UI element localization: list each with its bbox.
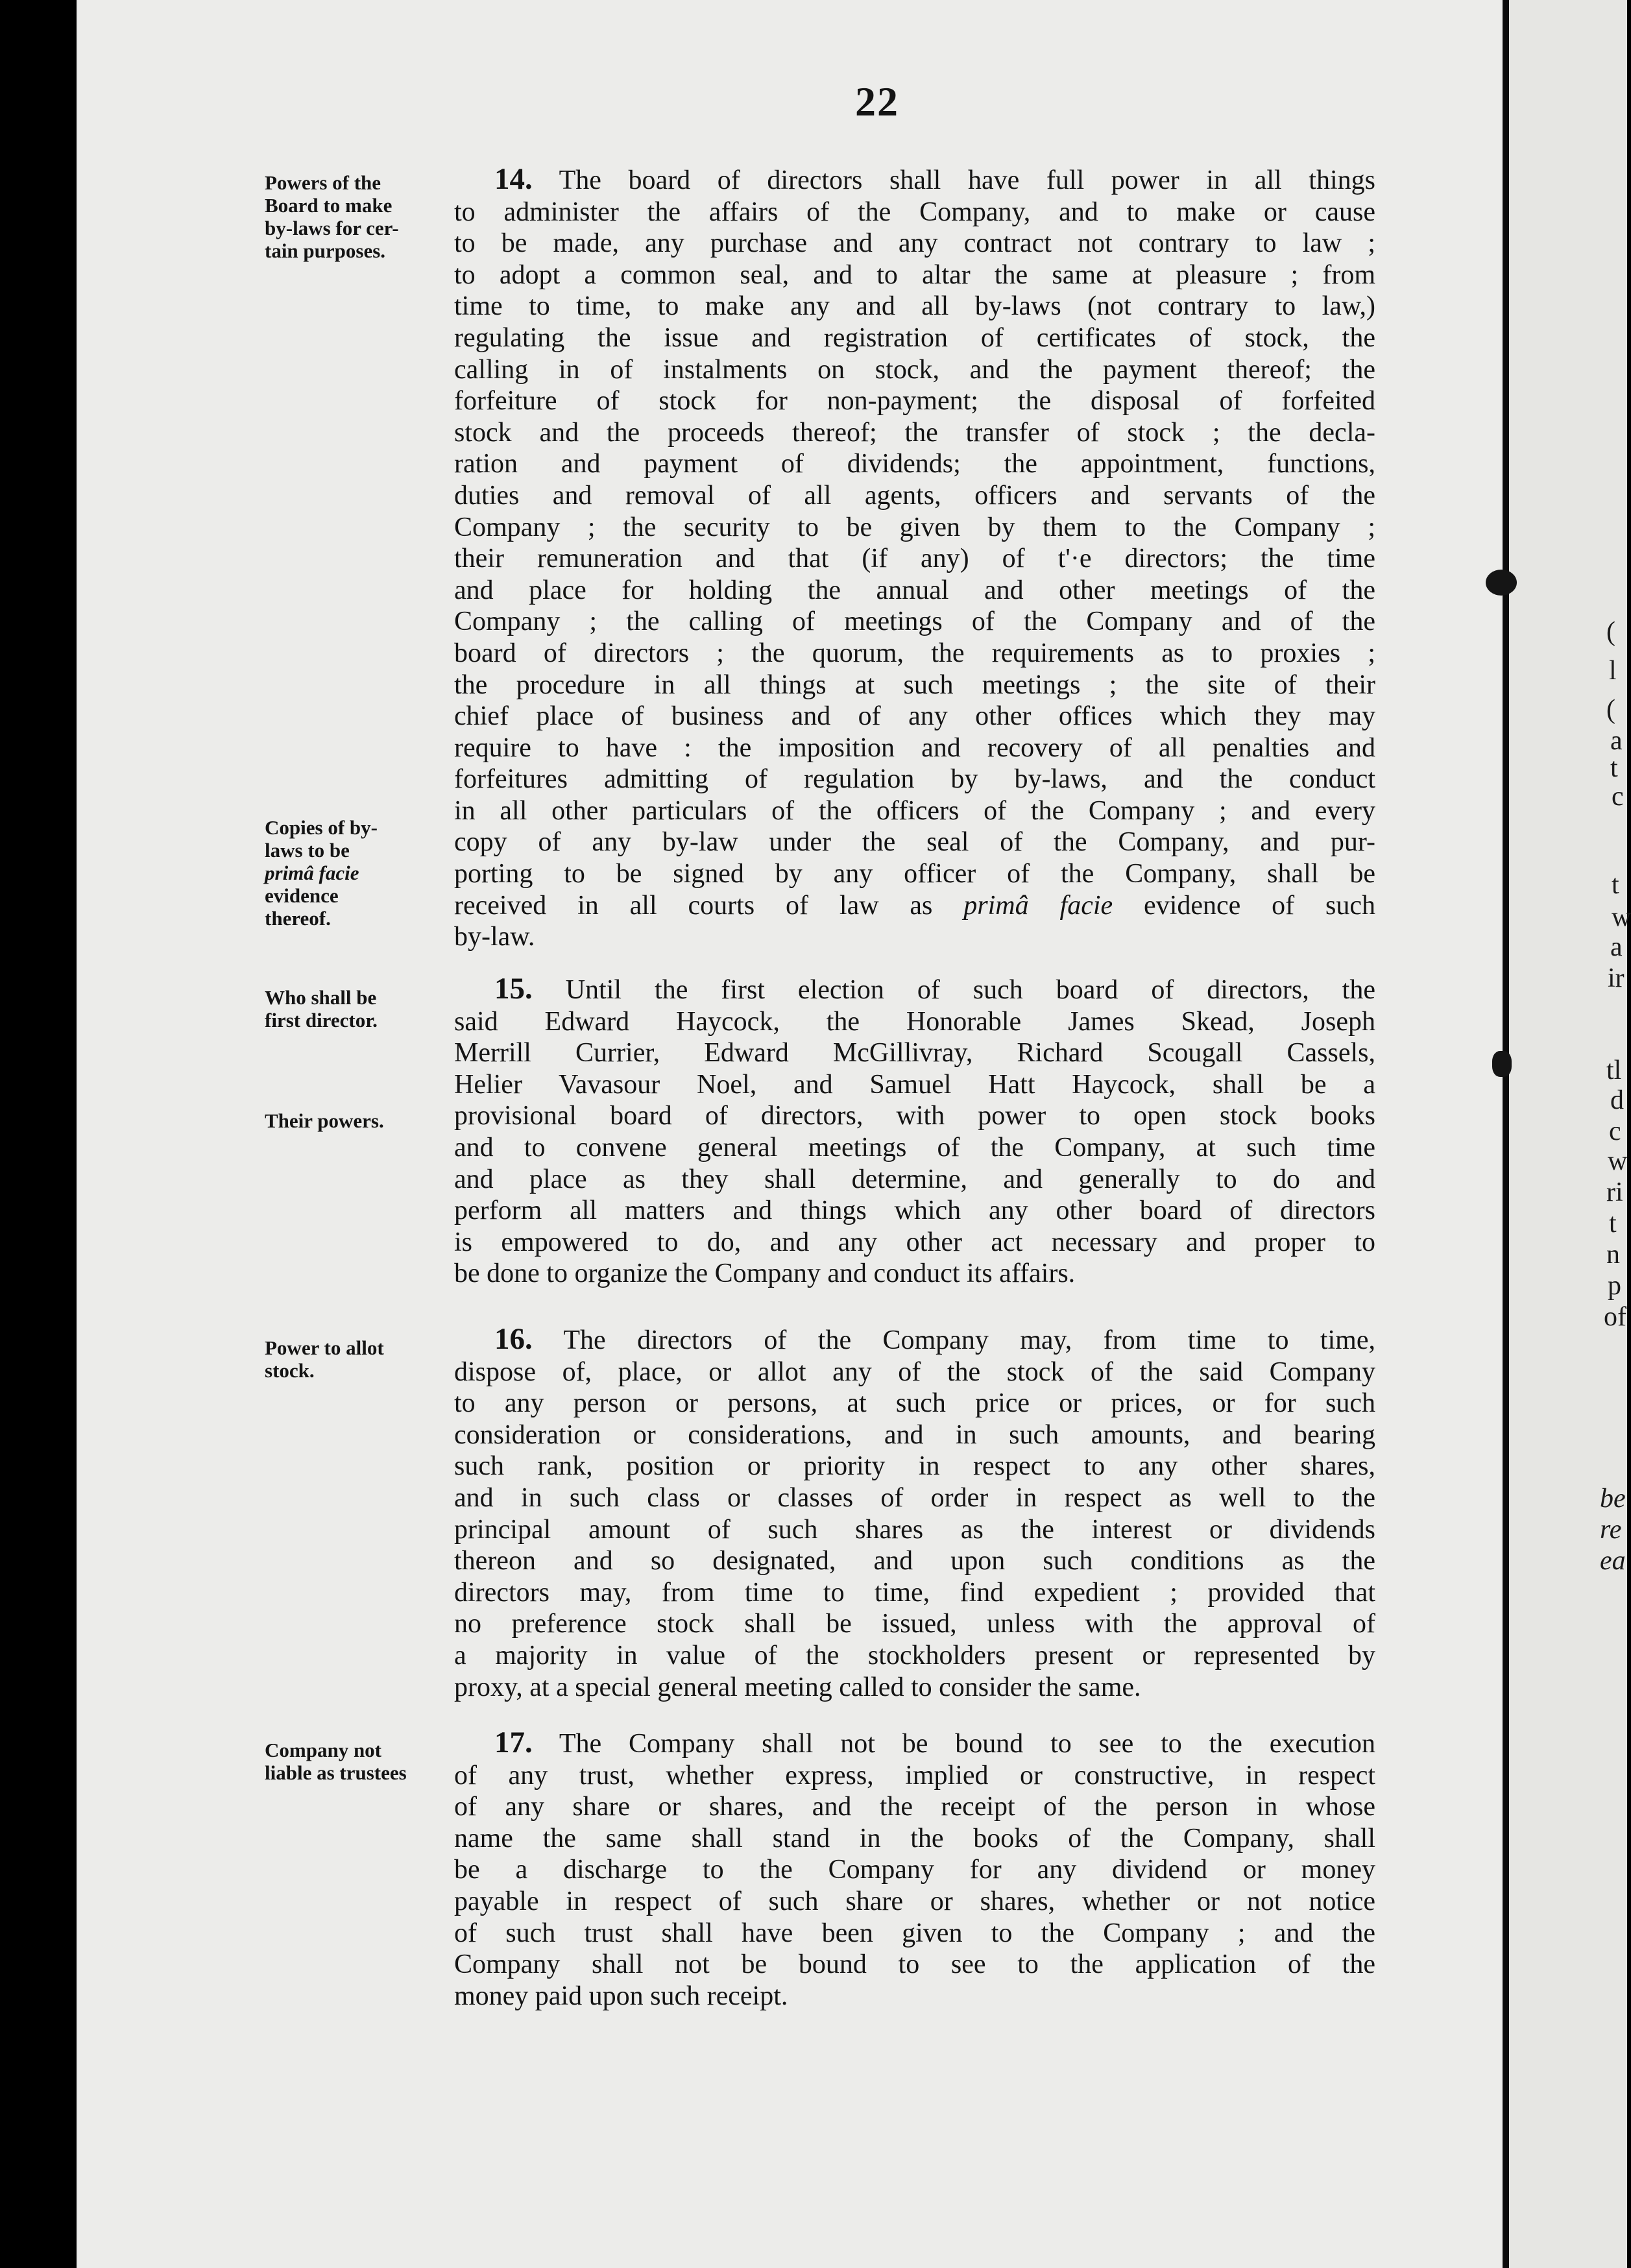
text-line: perform all matters and things which any other board of directors [454, 1196, 1375, 1226]
margin-note-line: Board to make [265, 194, 393, 217]
text-line: calling in of instalments on stock, and the payment thereof; the [454, 354, 1375, 385]
text-fragment: The board of directors shall have full power in all things [559, 165, 1375, 195]
text-fragment: Until the first election of such board of directors, the [565, 975, 1375, 1005]
margin-note-bylaw-copies [265, 816, 457, 930]
section-14 [454, 163, 1375, 953]
text-line: and in such class or classes of order in respect as well to the [454, 1482, 1375, 1513]
text-line: money paid upon such receipt. [454, 1981, 788, 2011]
section-17 [454, 1727, 1375, 2012]
margin-note-not-trustees [265, 1739, 457, 1784]
margin-note-line: first director. [265, 1009, 378, 1031]
text-line [454, 973, 1375, 1006]
margin-note-line: tain purposes. [265, 239, 386, 262]
margin-note-line: stock. [265, 1359, 315, 1382]
section-number: 15. [494, 972, 533, 1006]
margin-note-line: by-laws for cer- [265, 217, 399, 239]
margin-note-line: evidence [265, 884, 339, 907]
margin-note-line: Company not [265, 1739, 382, 1761]
margin-note-line: Copies of by- [265, 816, 378, 839]
text-line: Company ; the security to be given by them to the Company ; [454, 512, 1375, 542]
text-line: dispose of, place, or allot any of the stock of the said Company [454, 1357, 1375, 1387]
text-line: provisional board of directors, with power to open stock books [454, 1101, 1375, 1131]
adjacent-page-fragment: t [1609, 1209, 1617, 1238]
text-line: copy of any by-law under the seal of the Company, and pur- [454, 827, 1375, 858]
text-line: the procedure in all things at such meetings ; the site of their [454, 670, 1375, 700]
text-line: directors may, from time to time, find expedient ; provided that [454, 1577, 1375, 1608]
text-line: to administer the affairs of the Company, and to make or cause [454, 197, 1375, 227]
text-line: duties and removal of all agents, officers and servants of the [454, 480, 1375, 511]
adjacent-page-fragment: l [1609, 656, 1617, 686]
text-line: time to time, to make any and all by-laws (not contrary to law,) [454, 291, 1375, 322]
text-line: and place as they shall determine, and generally to do and [454, 1164, 1375, 1194]
margin-note-line: thereof. [265, 907, 331, 930]
adjacent-page-fragment: t [1612, 870, 1619, 900]
margin-note-line: Who shall be [265, 986, 377, 1009]
adjacent-page-fragment: c [1609, 1116, 1621, 1146]
margin-note-first-director [265, 986, 457, 1031]
adjacent-page-fragment: be [1600, 1484, 1626, 1514]
text-line: principal amount of such shares as the interest or dividends [454, 1514, 1375, 1545]
adjacent-page-fragment: w [1612, 902, 1631, 932]
adjacent-page-fragment: w [1608, 1146, 1628, 1176]
prima-facie-emphasis: primâ facie [963, 890, 1113, 921]
text-line: is empowered to do, and any other act necessary and proper to [454, 1227, 1375, 1257]
text-line: proxy, at a special general meeting called to consider the same. [454, 1672, 1141, 1702]
section-15 [454, 973, 1375, 1290]
text-line: to adopt a common seal, and to altar the same at pleasure ; from [454, 259, 1375, 290]
text-line: of any share or shares, and the receipt of the person in whose [454, 1792, 1375, 1822]
text-fragment: evidence of such [1144, 890, 1376, 921]
text-line: such rank, position or priority in respect to any other shares, [454, 1451, 1375, 1482]
text-line: and place for holding the annual and other meetings of the [454, 575, 1375, 605]
text-line: to any person or persons, at such price or prices, or for such [454, 1388, 1375, 1419]
adjacent-page-fragment: ir [1608, 963, 1625, 993]
text-line: Company ; the calling of meetings of the Company and of the [454, 607, 1375, 637]
text-line: be a discharge to the Company for any dividend or money [454, 1855, 1375, 1885]
section-number: 17. [494, 1726, 533, 1759]
text-line: forfeiture of stock for non-payment; the disposal of forfeited [454, 386, 1375, 416]
margin-note-board-powers [265, 171, 457, 262]
text-fragment: The Company shall not be bound to see to the execution [559, 1729, 1375, 1759]
text-line [454, 1727, 1375, 1760]
text-line: Merrill Currier, Edward McGillivray, Richard Scougall Cassels, [454, 1038, 1375, 1068]
text-line: to be made, any purchase and any contract not contrary to law ; [454, 228, 1375, 259]
text-line: thereon and so designated, and upon such conditions as the [454, 1546, 1375, 1576]
section-16 [454, 1323, 1375, 1703]
text-line: name the same shall stand in the books of the Company, shall [454, 1823, 1375, 1853]
text-line: require to have : the imposition and recovery of all penalties and [454, 732, 1375, 763]
margin-note-line: Powers of the [265, 171, 381, 194]
adjacent-page-fragment: n [1606, 1240, 1620, 1270]
adjacent-page-fragment: re [1600, 1515, 1622, 1545]
text-line: in all other particulars of the officers of the Company ; and every [454, 795, 1375, 826]
margin-note-allot-stock [265, 1336, 457, 1382]
margin-note-line: primâ facie [265, 862, 359, 884]
adjacent-page-fragment: ea [1600, 1546, 1626, 1576]
adjacent-page-fragment: ri [1606, 1177, 1623, 1207]
section-number: 16. [494, 1322, 533, 1356]
text-line: regulating the issue and registration of certificates of stock, the [454, 322, 1375, 353]
text-line: their remuneration and that (if any) of t'·e directors; the time [454, 544, 1375, 574]
margin-note-line: Power to allot [265, 1336, 384, 1359]
text-line: of such trust shall have been given to the Company ; and the [454, 1918, 1375, 1948]
text-line: stock and the proceeds thereof; the transfer of stock ; the decla- [454, 417, 1375, 448]
text-line: of any trust, whether express, implied or constructive, in respect [454, 1760, 1375, 1791]
page-number: 22 [855, 78, 899, 125]
text-line: porting to be signed by any officer of the Company, shall be [454, 859, 1375, 889]
fold-ink-blot [1492, 1051, 1512, 1077]
text-line: no preference stock shall be issued, unless with the approval of [454, 1609, 1375, 1639]
adjacent-page-fragment: a [1610, 726, 1623, 756]
text-line [454, 1323, 1375, 1357]
page-fold-shadow [1503, 0, 1509, 2268]
text-line [454, 163, 1375, 197]
text-line: chief place of business and of any other offices which they may [454, 701, 1375, 732]
text-line: forfeitures admitting of regulation by by-laws, and the conduct [454, 764, 1375, 795]
adjacent-page-fragment: ( [1606, 695, 1615, 725]
text-line: and to convene general meetings of the Company, at such time [454, 1132, 1375, 1163]
text-fragment: received in all courts of law as [454, 890, 933, 921]
text-line: by-law. [454, 922, 535, 952]
adjacent-page-fragment: d [1610, 1085, 1624, 1115]
text-line: said Edward Haycock, the Honorable James Skead, Joseph [454, 1006, 1375, 1037]
text-line: ration and payment of dividends; the appointment, functions, [454, 449, 1375, 479]
adjacent-page-fragment: of [1604, 1302, 1626, 1332]
text-line: a majority in value of the stockholders present or represented by [454, 1640, 1375, 1671]
text-line: consideration or considerations, and in such amounts, and bearing [454, 1419, 1375, 1450]
text-line: Company shall not be bound to see to the application of the [454, 1949, 1375, 1980]
adjacent-page-fragment: c [1612, 782, 1624, 812]
text-line: be done to organize the Company and conduct its affairs. [454, 1259, 1076, 1289]
margin-note-their-powers [265, 1109, 457, 1132]
margin-note-line: laws to be [265, 839, 350, 862]
adjacent-page-fragment: a [1610, 932, 1623, 962]
adjacent-page-fragment: t [1610, 753, 1618, 783]
fold-ink-blot [1486, 570, 1517, 596]
adjacent-page-fragment: tl [1606, 1056, 1622, 1085]
text-fragment: The directors of the Company may, from time to time, [563, 1325, 1375, 1355]
text-line: Helier Vavasour Noel, and Samuel Hatt Haycock, shall be a [454, 1069, 1375, 1100]
adjacent-page-fragment: p [1608, 1271, 1621, 1301]
section-number: 14. [494, 162, 533, 196]
margin-note-line: liable as trustees [265, 1761, 407, 1784]
text-line: payable in respect of such share or shares, whether or not notice [454, 1886, 1375, 1916]
adjacent-page-fragment: ( [1606, 617, 1615, 647]
margin-note-line: Their powers. [265, 1109, 384, 1132]
text-line [454, 890, 1375, 922]
text-line: board of directors ; the quorum, the requirements as to proxies ; [454, 638, 1375, 668]
